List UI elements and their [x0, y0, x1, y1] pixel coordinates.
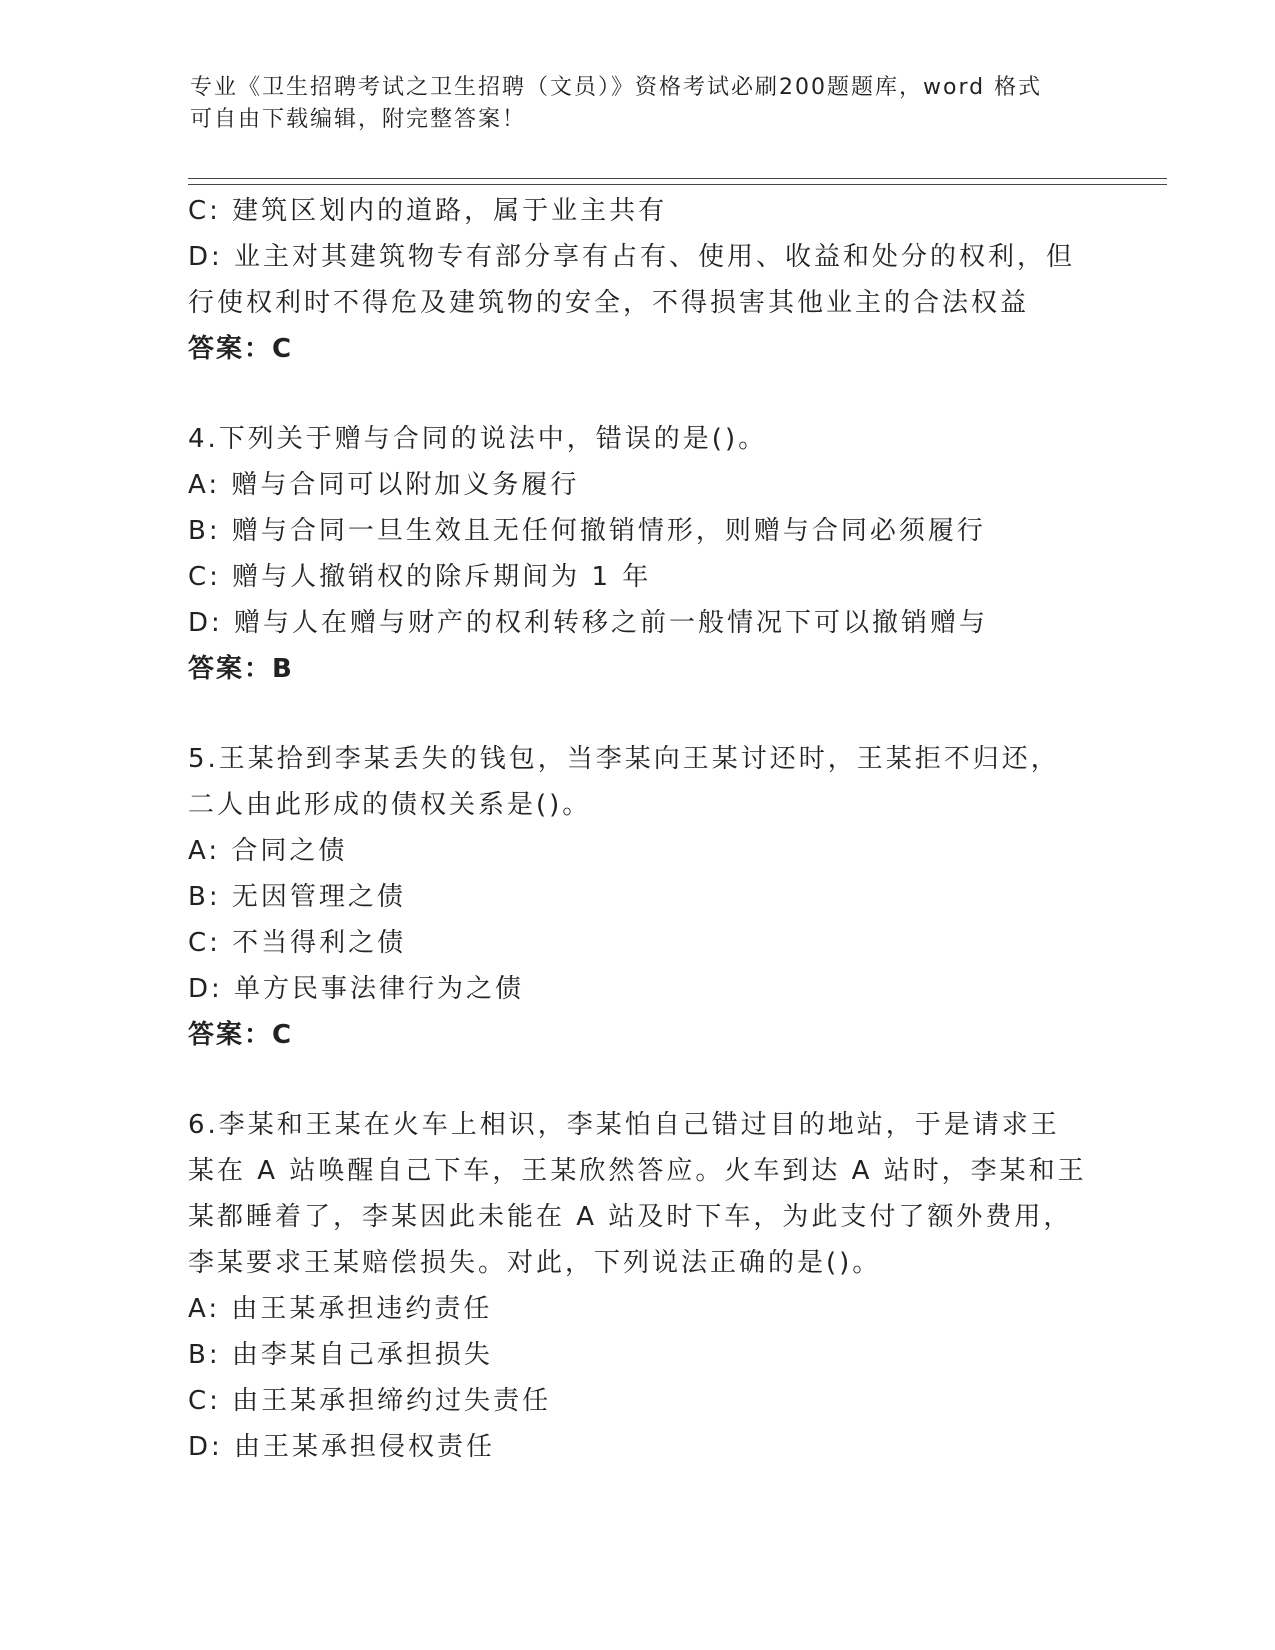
question-6-stem-line-1: 6.李某和王某在火车上相识，李某怕自己错过目的地站，于是请求王: [188, 1110, 1060, 1140]
question-4-stem: 4.下列关于赠与合同的说法中，错误的是()。: [188, 424, 768, 454]
question-list: [188, 188, 1088, 1470]
question-6: [188, 1102, 1088, 1470]
question-6-stem-line-4: 李某要求王某赔偿损失。对此，下列说法正确的是()。: [188, 1248, 882, 1278]
question-5: [188, 736, 1088, 1058]
question-6-stem-line-2: 某在 A 站唤醒自己下车，王某欣然答应。火车到达 A 站时，李某和王: [188, 1156, 1087, 1186]
header-title-line-1: 专业《卫生招聘考试之卫生招聘（文员）》资格考试必刷200题题库，word 格式: [190, 75, 1043, 100]
question-6-option-a: A: 由王某承担违约责任: [188, 1294, 493, 1324]
question-4-option-a: A: 赠与合同可以附加义务履行: [188, 470, 580, 500]
spacer: [188, 372, 1088, 416]
spacer: [188, 692, 1088, 736]
header-divider: [188, 178, 1167, 185]
page-header: [190, 72, 1090, 136]
question-4-option-b: B: 赠与合同一旦生效且无任何撤销情形，则赠与合同必须履行: [188, 516, 986, 546]
question-5-option-b: B: 无因管理之债: [188, 882, 406, 912]
question-3-option-c: C: 建筑区划内的道路，属于业主共有: [188, 196, 668, 226]
question-5-option-d: D: 单方民事法律行为之债: [188, 974, 525, 1004]
question-5-option-c: C: 不当得利之债: [188, 928, 407, 958]
question-6-option-c: C: 由王某承担缔约过失责任: [188, 1386, 552, 1416]
question-4-answer: 答案：B: [188, 654, 294, 684]
question-4: [188, 416, 1088, 692]
question-3-answer: 答案：C: [188, 334, 294, 364]
question-6-option-b: B: 由李某自己承担损失: [188, 1340, 493, 1370]
question-3-tail: [188, 188, 1088, 372]
question-4-option-c: C: 赠与人撤销权的除斥期间为 1 年: [188, 562, 652, 592]
header-title-line-2: 可自由下载编辑，附完整答案！: [190, 107, 527, 132]
question-3-option-d-line-2: 行使权利时不得危及建筑物的安全，不得损害其他业主的合法权益: [188, 288, 1030, 318]
question-3-option-d-line-1: D: 业主对其建筑物专有部分享有占有、使用、收益和处分的权利，但: [188, 242, 1076, 272]
question-4-option-d: D: 赠与人在赠与财产的权利转移之前一般情况下可以撤销赠与: [188, 608, 989, 638]
question-5-option-a: A: 合同之债: [188, 836, 348, 866]
question-5-answer: 答案：C: [188, 1020, 294, 1050]
question-6-stem-line-3: 某都睡着了，李某因此未能在 A 站及时下车，为此支付了额外费用，: [188, 1202, 1073, 1232]
question-5-stem-line-1: 5.王某拾到李某丢失的钱包，当李某向王某讨还时，王某拒不归还，: [188, 744, 1060, 774]
question-6-option-d: D: 由王某承担侵权责任: [188, 1432, 496, 1462]
spacer: [188, 1058, 1088, 1102]
question-5-stem-line-2: 二人由此形成的债权关系是()。: [188, 790, 592, 820]
